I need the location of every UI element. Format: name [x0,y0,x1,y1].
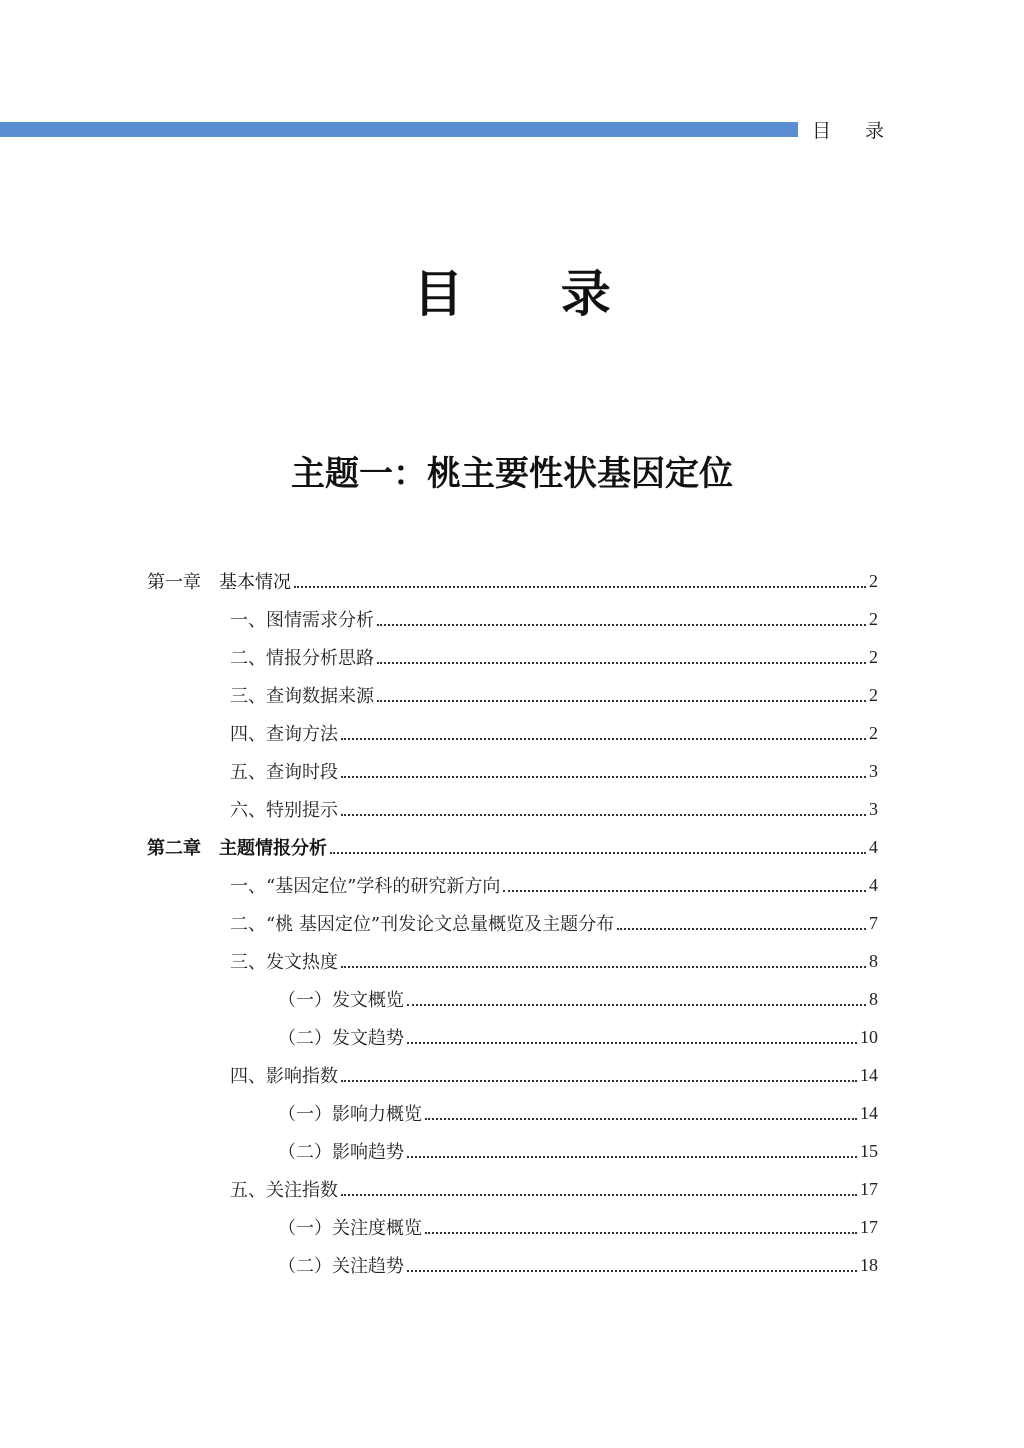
toc-page-number: 14 [860,1102,878,1123]
toc-page-number: 10 [860,1026,878,1047]
toc-dot-leader [294,586,866,588]
running-header: 目 录 [812,120,899,142]
toc-section-entry[interactable] [0,1056,878,1094]
toc-chapter-entry[interactable] [0,828,878,866]
toc-entry-label: （一）影响力概览 [278,1104,422,1125]
toc-chapter-entry[interactable] [0,562,878,600]
toc-entry-label: 五、关注指数 [230,1180,338,1201]
toc-dot-leader [341,1080,857,1082]
toc-page-number: 17 [860,1216,878,1237]
toc-entry-label: 第二章 主题情报分析 [147,838,327,859]
toc-dot-leader [407,1004,866,1006]
toc-page-number: 8 [869,988,878,1009]
toc-page-number: 15 [860,1140,878,1161]
toc-subsection-entry[interactable] [0,1018,878,1056]
toc-page-number: 8 [869,950,878,971]
table-of-contents [0,562,1024,1284]
toc-page-number: 2 [869,646,878,667]
topic-title: 主题一：桃主要性状基因定位 [291,454,733,494]
toc-page-number: 3 [869,798,878,819]
toc-page-number: 4 [869,836,878,857]
toc-entry-label: 一、图情需求分析 [230,610,374,631]
toc-page-number: 7 [869,912,878,933]
toc-section-entry[interactable] [0,866,878,904]
toc-dot-leader [425,1118,857,1120]
toc-dot-leader [341,738,866,740]
toc-entry-label: 二、情报分析思路 [230,648,374,669]
toc-dot-leader [341,814,866,816]
toc-dot-leader [341,966,866,968]
toc-entry-label: （一）关注度概览 [278,1218,422,1239]
toc-section-entry[interactable] [0,714,878,752]
toc-dot-leader [407,1156,857,1158]
toc-entry-label: 六、特别提示 [230,800,338,821]
toc-dot-leader [617,928,866,930]
toc-dot-leader [377,700,866,702]
toc-dot-leader [341,776,866,778]
toc-section-entry[interactable] [0,1170,878,1208]
toc-subsection-entry[interactable] [0,1208,878,1246]
toc-entry-label: （一）发文概览 [278,990,404,1011]
toc-entry-label: （二）影响趋势 [278,1142,404,1163]
toc-page-number: 2 [869,684,878,705]
toc-entry-label: （二）关注趋势 [278,1256,404,1277]
toc-entry-label: 三、查询数据来源 [230,686,374,707]
toc-page-number: 2 [869,608,878,629]
toc-section-entry[interactable] [0,600,878,638]
toc-section-entry[interactable] [0,790,878,828]
toc-entry-label: 二、“桃 基因定位”刊发论文总量概览及主题分布 [230,914,615,935]
toc-entry-label: （二）发文趋势 [278,1028,404,1049]
toc-subsection-entry[interactable] [0,1246,878,1284]
toc-subsection-entry[interactable] [0,980,878,1018]
toc-dot-leader [377,624,866,626]
toc-dot-leader [407,1042,857,1044]
toc-page-number: 4 [869,874,878,895]
toc-page-number: 14 [860,1064,878,1085]
toc-dot-leader [503,890,866,892]
toc-dot-leader [425,1232,857,1234]
toc-dot-leader [407,1270,857,1272]
toc-dot-leader [330,852,866,854]
toc-section-entry[interactable] [0,904,878,942]
toc-section-entry[interactable] [0,942,878,980]
toc-entry-label: 五、查询时段 [230,762,338,783]
toc-page-number: 3 [869,760,878,781]
toc-entry-label: 四、影响指数 [230,1066,338,1087]
toc-dot-leader [341,1194,857,1196]
toc-page-number: 17 [860,1178,878,1199]
header-bar [0,122,798,137]
page-title: 目 录 [413,265,651,323]
toc-subsection-entry[interactable] [0,1094,878,1132]
toc-page-number: 2 [869,722,878,743]
toc-subsection-entry[interactable] [0,1132,878,1170]
toc-entry-label: 第一章 基本情况 [147,572,291,593]
toc-dot-leader [377,662,866,664]
toc-entry-label: 四、查询方法 [230,724,338,745]
toc-page-number: 2 [869,570,878,591]
toc-entry-label: 三、发文热度 [230,952,338,973]
toc-page-number: 18 [860,1254,878,1275]
toc-section-entry[interactable] [0,752,878,790]
toc-entry-label: 一、“基因定位”学科的研究新方向 [230,876,501,897]
toc-section-entry[interactable] [0,638,878,676]
toc-section-entry[interactable] [0,676,878,714]
